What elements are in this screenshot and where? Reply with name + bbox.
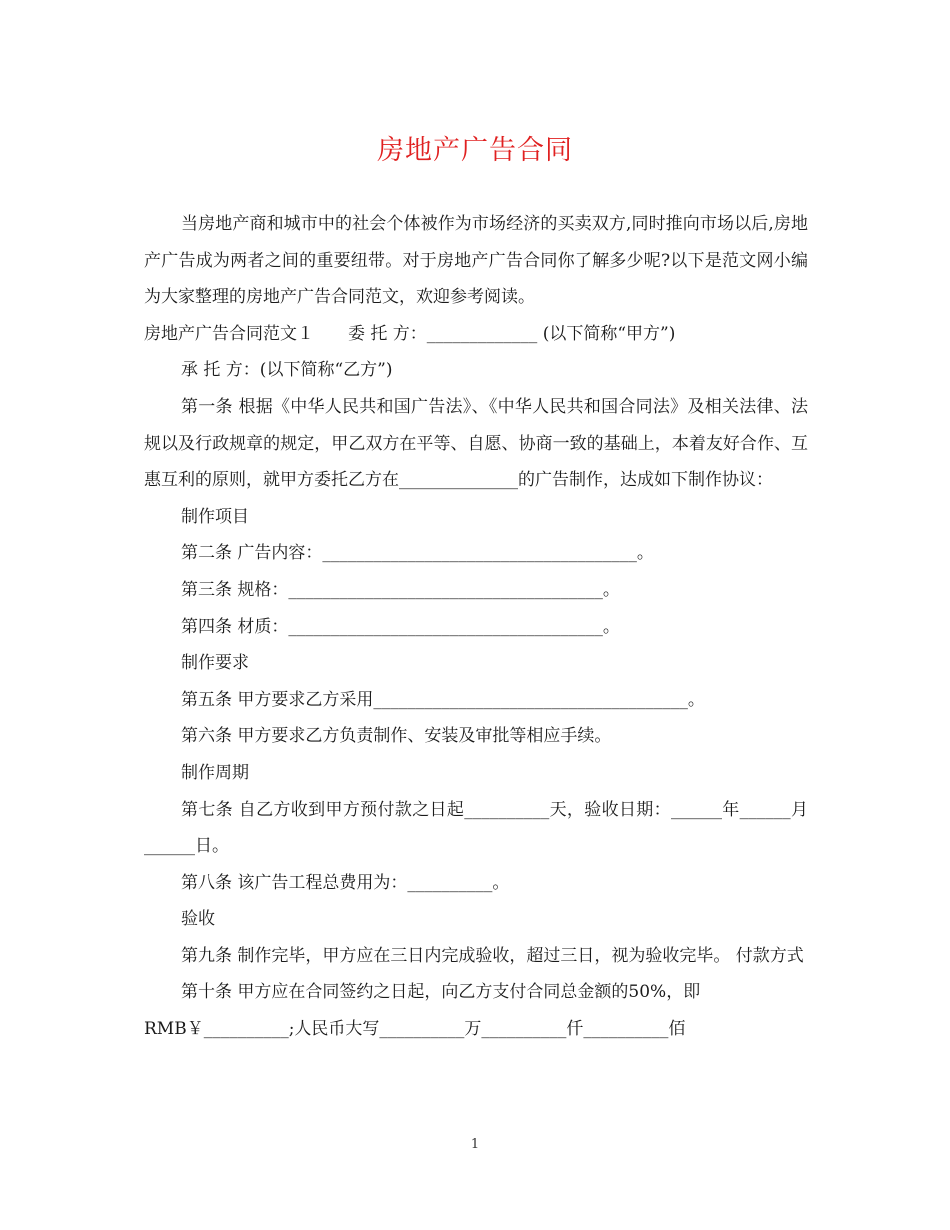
document-title: 房地产广告合同 xyxy=(377,135,573,166)
document-body xyxy=(144,206,808,1048)
section-heading-production-requirements: 制作要求 xyxy=(181,653,249,674)
section-heading-production-period: 制作周期 xyxy=(181,762,249,783)
article-8: 第八条 该广告工程总费用为：__________。 xyxy=(181,872,510,893)
intro-paragraph: 当房地产商和城市中的社会个体被作为市场经济的买卖双方,同时推向市场以后,房地产广告成为两者之间的重要纽带。对于房地产广告合同你了解多少呢?以下是范文网小编为大家整理的房地产广告合同范文，欢迎参考阅读。 xyxy=(144,214,808,308)
section-heading-acceptance: 验收 xyxy=(181,909,215,930)
principal-party-line: 房地产广告合同范文１ 委 托 方：_____________ (以下简称“甲方”) xyxy=(144,323,676,344)
article-9: 第九条 制作完毕，甲方应在三日内完成验收，超过三日，视为验收完毕。 付款方式 xyxy=(181,945,804,966)
article-4: 第四条 材质：_____________________________________。 xyxy=(181,616,620,637)
article-1: 第一条 根据《中华人民共和国广告法》、《中华人民共和国合同法》及相关法律、法规以及行政规章的规定，甲乙双方在平等、自愿、协商一致的基础上，本着友好合作、互惠互利的原则，就甲方委托乙方在______________的广告制作，达成如下制作协议： xyxy=(144,396,808,491)
article-2: 第二条 广告内容：_____________________________________。 xyxy=(181,543,654,564)
payment-amount-line: RMB￥__________;人民币大写__________万__________仟__________佰 xyxy=(144,1019,686,1040)
article-10: 第十条 甲方应在合同签约之日起，向乙方支付合同总金额的50%，即 xyxy=(181,982,701,1003)
contractor-party-line: 承 托 方：(以下简称“乙方”) xyxy=(181,360,393,381)
article-7: 第七条 自乙方收到甲方预付款之日起__________天，验收日期：______年______月______日。 xyxy=(144,799,808,857)
section-heading-production-items: 制作项目 xyxy=(181,506,249,527)
page-number: 1 xyxy=(470,1137,480,1152)
article-5: 第五条 甲方要求乙方采用_____________________________________。 xyxy=(181,689,705,710)
article-6: 第六条 甲方要求乙方负责制作、安装及审批等相应手续。 xyxy=(181,726,612,747)
article-3: 第三条 规格：_____________________________________。 xyxy=(181,579,620,600)
